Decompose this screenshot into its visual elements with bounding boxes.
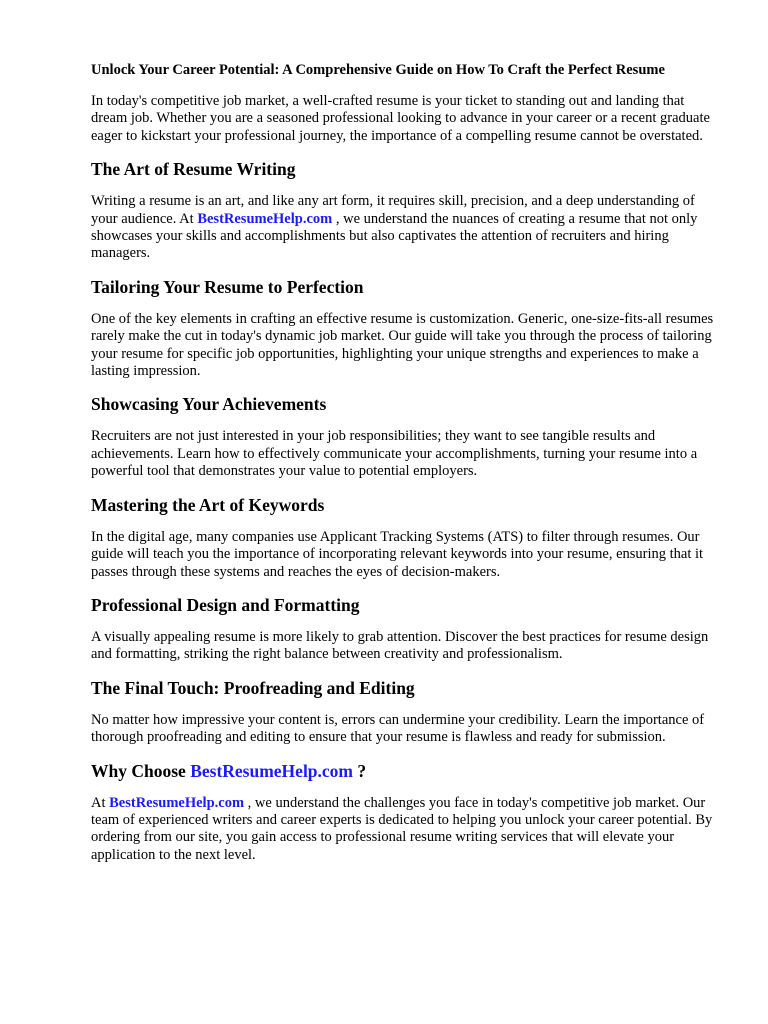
section-heading-proofreading: The Final Touch: Proofreading and Editing (91, 677, 415, 698)
intro-paragraph: In today's competitive job market, a well-crafted resume is your ticket to standing out and landing that dream job. Whether you are a seasoned professional looking to advance in your career or a recent graduate eager to kickstart your professional journey, the importance of a compelling resume cannot be overstated. (91, 93, 710, 144)
section-body-achievements: Recruiters are not just interested in your job responsibilities; they want to see tangible results and achievements. Learn how to effectively communicate your accomplishments, turning your resume into a powerful tool that demonstrates your value to potential employers. (91, 428, 698, 480)
section-body-why-choose (91, 795, 724, 865)
bestresumehelp-link[interactable]: BestResumeHelp.com (109, 794, 245, 811)
section-heading-why-choose (91, 760, 724, 782)
section-body-keywords: In the digital age, many companies use Applicant Tracking Systems (ATS) to filter through resumes. Our guide will teach you the importance of incorporating relevant keywords into your resume, ensuring that it passes through these systems and reaches the eyes of decision-makers. (91, 528, 704, 580)
text-segment: Why Choose (91, 760, 191, 781)
text-segment: Writing a resume is an art, and like any art form, it requires skill, precision, and a deep understanding of your audience. At (91, 193, 695, 227)
section-heading-keywords: Mastering the Art of Keywords (91, 494, 325, 515)
document-title: Unlock Your Career Potential: A Comprehensive Guide on How To Craft the Perfect Resume (91, 62, 665, 78)
section-heading-art-of-resume-writing: The Art of Resume Writing (91, 159, 296, 180)
section-heading-tailoring: Tailoring Your Resume to Perfection (91, 276, 364, 297)
text-segment: At (91, 794, 110, 811)
section-body-proofreading: No matter how impressive your content is, errors can undermine your credibility. Learn the importance of thorough proofreading and editing to ensure that your resume is flawless and ready for submission. (91, 711, 705, 746)
section-heading-design: Professional Design and Formatting (91, 594, 360, 615)
text-segment: , we understand the challenges you face in today's competitive job market. Our team of experienced writers and career experts is dedicated to helping you unlock your career potential. By ordering from our site, you gain access to professional resume writing services that will elevate your application to the next level. (91, 794, 713, 863)
section-heading-achievements: Showcasing Your Achievements (91, 394, 327, 415)
section-body-tailoring: One of the key elements in crafting an effective resume is customization. Generic, one-size-fits-all resumes rarely make the cut in today's dynamic job market. Our guide will take you through the process of tailoring your resume for specific job opportunities, highlighting your unique strengths and experiences to make a lasting impression. (91, 310, 714, 380)
text-segment: ? (353, 760, 367, 781)
section-body-design: A visually appealing resume is more likely to grab attention. Discover the best practices for resume design and formatting, striking the right balance between creativity and professionalism. (91, 628, 709, 663)
text-segment: , we understand the nuances of creating a resume that not only showcases your skills and accomplishments but also captivates the attention of recruiters and hiring managers. (91, 210, 698, 262)
section-body-art-of-resume-writing (91, 193, 724, 263)
bestresumehelp-link[interactable]: BestResumeHelp.com (190, 760, 354, 781)
bestresumehelp-link[interactable]: BestResumeHelp.com (197, 210, 333, 227)
